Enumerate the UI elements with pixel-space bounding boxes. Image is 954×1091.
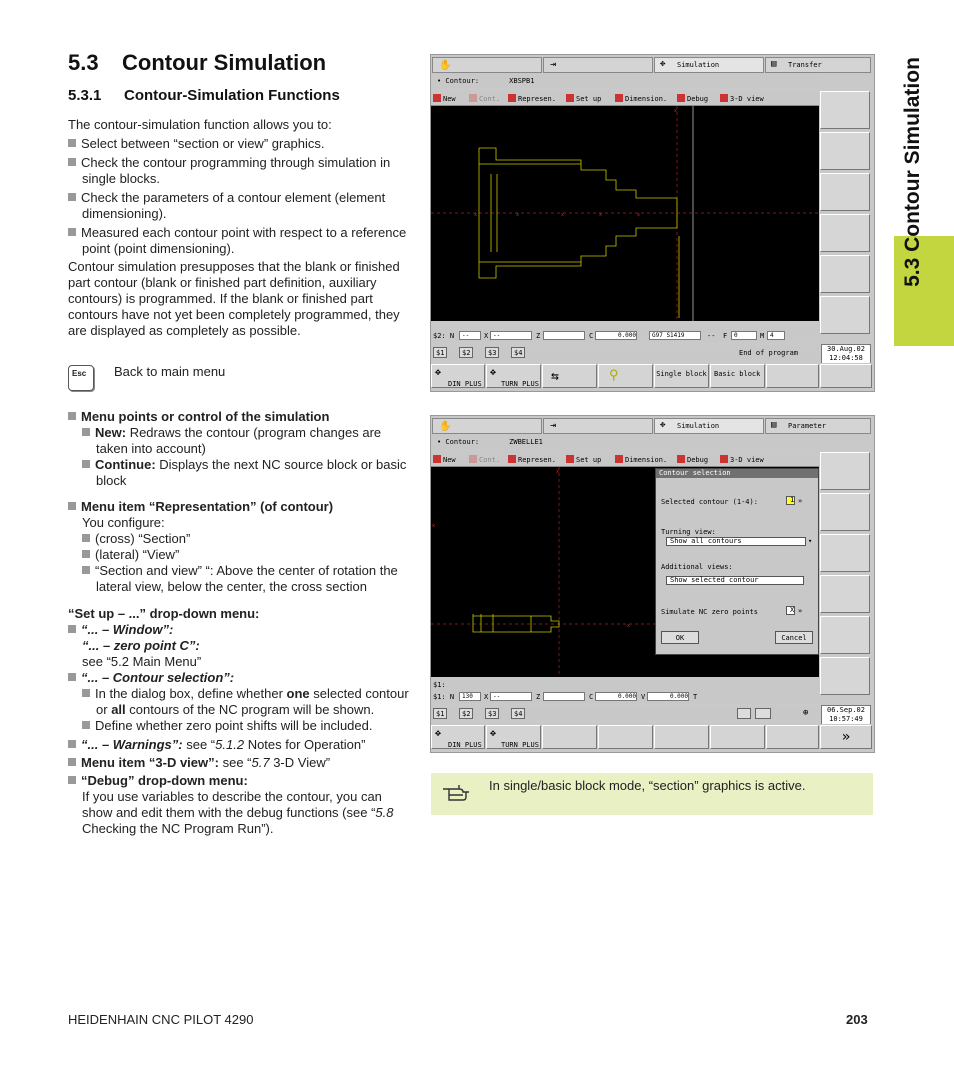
list-item: Define whether zero point shifts will be included. bbox=[68, 718, 413, 734]
slot-2[interactable]: $2 bbox=[459, 708, 473, 719]
tab-manual[interactable]: ✋ bbox=[432, 418, 542, 434]
esc-key-icon: Esc bbox=[68, 365, 94, 391]
selected-contour-input[interactable]: 1 bbox=[786, 496, 795, 505]
softkey[interactable] bbox=[820, 296, 870, 334]
tab-program[interactable]: ⇥ bbox=[543, 57, 653, 73]
m-field: 4 bbox=[767, 331, 785, 340]
svg-text:x: x bbox=[556, 469, 560, 475]
menu-representation[interactable]: Represen. bbox=[508, 455, 556, 464]
n-field: 130 bbox=[459, 692, 481, 701]
zero-point-item: “... – zero point C”: bbox=[82, 638, 200, 653]
softkey[interactable] bbox=[820, 452, 870, 490]
svg-text:x: x bbox=[516, 212, 520, 218]
bottom-softkeys bbox=[431, 724, 872, 750]
list-item: “... – Warnings”: see “5.1.2 Notes for Operation” bbox=[68, 737, 413, 753]
tab-parameter[interactable]: ▤ Parameter bbox=[765, 418, 871, 434]
x-field: -- bbox=[490, 692, 532, 701]
softkey[interactable] bbox=[820, 173, 870, 211]
list-item: (lateral) “View” bbox=[68, 547, 413, 563]
selected-contour-label: Selected contour (1-4): bbox=[661, 498, 758, 506]
simulation-canvas bbox=[431, 106, 819, 321]
tab-simulation[interactable]: ✥ Simulation bbox=[654, 418, 764, 434]
simulate-zero-checkbox[interactable]: X bbox=[786, 606, 795, 615]
v-field: 0.000 bbox=[647, 692, 689, 701]
status-line: $2: N -- X -- Z C 0.000 G97 S1419 -- F 0 M 4 bbox=[431, 329, 819, 342]
c-field: 0.000 bbox=[595, 692, 637, 701]
note-box bbox=[431, 773, 873, 815]
clock: 30.Aug.02 12:04:58 bbox=[821, 344, 871, 364]
z-field bbox=[543, 331, 585, 340]
note-text: In single/basic block mode, “section” graphics is active. bbox=[489, 778, 806, 793]
slot-2[interactable]: $2 bbox=[459, 347, 473, 358]
menu-debug[interactable]: Debug bbox=[677, 455, 708, 464]
softkey[interactable] bbox=[598, 725, 653, 749]
n-field: -- bbox=[459, 331, 481, 340]
intro-block bbox=[68, 117, 413, 339]
ok-button[interactable]: OK bbox=[661, 631, 699, 644]
additional-views-select[interactable]: Show selected contour bbox=[666, 576, 804, 585]
simulation-screenshot-1 bbox=[430, 54, 875, 392]
clock: 06.Sep.02 10:57:49 bbox=[821, 705, 871, 725]
softkey[interactable] bbox=[820, 364, 872, 388]
subsection-heading bbox=[68, 87, 340, 104]
tab-simulation[interactable]: ✥ Simulation bbox=[654, 57, 764, 73]
svg-text:x: x bbox=[637, 212, 641, 218]
sim-menu bbox=[431, 452, 819, 467]
see-main-menu: see “5.2 Main Menu” bbox=[82, 654, 202, 669]
softkey[interactable] bbox=[710, 725, 765, 749]
spin-icon[interactable]: » bbox=[798, 607, 803, 615]
additional-views-label: Additional views: bbox=[661, 563, 733, 571]
tab-bar bbox=[431, 55, 872, 75]
tab-program[interactable]: ⇥ bbox=[543, 418, 653, 434]
tab-manual[interactable]: ✋ bbox=[432, 57, 542, 73]
list-item: Check the parameters of a contour element (element dimensioning). bbox=[68, 190, 413, 222]
menu-new[interactable]: New bbox=[433, 455, 456, 464]
section-heading bbox=[68, 50, 326, 76]
setup-title: “Set up – ...” drop-down menu: bbox=[68, 606, 260, 621]
menu-3d-view[interactable]: 3-D view bbox=[720, 94, 764, 103]
contour-selection-dialog bbox=[655, 468, 819, 655]
debug-text: If you use variables to describe the contour, you can show and edit them with the debug functions (see “5.8 Checking the NC Program Run”). bbox=[82, 789, 394, 836]
softkey[interactable] bbox=[820, 575, 870, 613]
esc-description: Back to main menu bbox=[114, 364, 226, 379]
section-number: 5.3 bbox=[68, 50, 99, 75]
more-button[interactable]: » bbox=[820, 725, 872, 749]
zoom-icon[interactable]: ⚲ bbox=[598, 364, 653, 388]
slot-1[interactable]: $1 bbox=[433, 347, 447, 358]
list-item: Continue: Displays the next NC source block or basic block bbox=[68, 457, 413, 489]
repr-configure: You configure: bbox=[82, 515, 165, 530]
svg-text:x: x bbox=[432, 523, 436, 529]
contour-line: • Contour: ZWBELLE1 bbox=[431, 436, 819, 449]
sim-menu bbox=[431, 91, 819, 106]
softkey[interactable] bbox=[766, 725, 819, 749]
g-field: G97 S1419 bbox=[649, 331, 701, 340]
c-field: 0.000 bbox=[595, 331, 637, 340]
bottom-softkeys bbox=[431, 363, 872, 389]
menu-points-block bbox=[68, 409, 413, 837]
slot-bar bbox=[431, 707, 819, 720]
svg-text:x: x bbox=[674, 108, 678, 114]
din-plus-button[interactable]: ✥ DIN PLUS bbox=[431, 725, 485, 749]
menu-continue[interactable]: Cont. bbox=[469, 94, 500, 103]
softkey[interactable] bbox=[820, 534, 870, 572]
status-line-1: $1: bbox=[431, 678, 819, 691]
list-item: Measured each contour point with respect to a reference point (point dimensioning). bbox=[68, 225, 413, 257]
list-item: “... – Contour selection”: bbox=[68, 670, 413, 686]
softkey[interactable] bbox=[542, 725, 597, 749]
dropdown-icon[interactable]: ▾ bbox=[808, 537, 813, 545]
menu-3d-view[interactable]: 3-D view bbox=[720, 455, 764, 464]
list-item: “... – Window”: bbox=[68, 622, 413, 638]
tab-bar bbox=[431, 416, 872, 436]
softkey-column bbox=[820, 91, 872, 337]
list-item: Select between “section or view” graphics. bbox=[68, 136, 413, 152]
status-icon bbox=[737, 708, 751, 719]
page-number: 203 bbox=[846, 1012, 868, 1027]
repr-title: Menu item “Representation” (of contour) bbox=[68, 499, 413, 515]
slot-bar bbox=[431, 346, 819, 359]
menu-dimension[interactable]: Dimension. bbox=[615, 455, 667, 464]
list-item: “Section and view” “: Above the center of rotation the lateral view, below the center, the cross section bbox=[68, 563, 413, 595]
svg-text:x: x bbox=[561, 212, 565, 218]
single-block-button[interactable]: Single block bbox=[654, 364, 709, 388]
menu-debug[interactable]: Debug bbox=[677, 94, 708, 103]
menu-setup[interactable]: Set up bbox=[566, 94, 601, 103]
subsection-number: 5.3.1 bbox=[68, 87, 102, 104]
softkey[interactable] bbox=[820, 91, 870, 129]
softkey[interactable] bbox=[820, 493, 870, 531]
contour-line: • Contour: XBSPB1 bbox=[431, 75, 819, 88]
turn-plus-button[interactable]: ✥ TURN PLUS bbox=[486, 364, 541, 388]
list-item: Menu item “3-D view”: see “5.7 3-D View” bbox=[68, 755, 413, 771]
turning-view-select[interactable]: Show all contours bbox=[666, 537, 806, 546]
softkey[interactable] bbox=[766, 364, 819, 388]
list-item: (cross) “Section” bbox=[68, 531, 413, 547]
turn-plus-button[interactable]: ✥ TURN PLUS bbox=[486, 725, 541, 749]
svg-text:x: x bbox=[474, 212, 478, 218]
spin-icon[interactable]: » bbox=[798, 497, 803, 505]
slot-3[interactable]: $3 bbox=[485, 347, 499, 358]
status-line-2: $1: N 130 X -- Z C 0.000 V 0.000 T bbox=[431, 690, 819, 703]
pointing-hand-icon bbox=[441, 781, 471, 803]
softkey[interactable] bbox=[820, 132, 870, 170]
din-plus-button[interactable]: ✥ DIN PLUS bbox=[431, 364, 485, 388]
menu-setup[interactable]: Set up bbox=[566, 455, 601, 464]
svg-text:x: x bbox=[599, 212, 603, 218]
x-field: -- bbox=[490, 331, 532, 340]
section-title: Contour Simulation bbox=[122, 50, 327, 75]
list-item: In the dialog box, define whether one selected contour or all contours of the NC program will be shown. bbox=[68, 686, 413, 718]
menu-points-title: Menu points or control of the simulation bbox=[68, 409, 413, 425]
softkey[interactable] bbox=[820, 616, 870, 654]
spindle-icon: ⊕ bbox=[803, 708, 809, 718]
softkey-column bbox=[820, 452, 872, 698]
turning-view-label: Turning view: bbox=[661, 528, 716, 536]
basic-block-button[interactable]: Basic block bbox=[710, 364, 765, 388]
contour-drawing bbox=[431, 106, 819, 321]
tab-transfer[interactable]: ▤ Transfer bbox=[765, 57, 871, 73]
slot-4[interactable]: $4 bbox=[511, 347, 525, 358]
menu-new[interactable]: New bbox=[433, 94, 456, 103]
transfer-icon[interactable]: ⇆ bbox=[542, 364, 597, 388]
z-field bbox=[543, 692, 585, 701]
subsection-title: Contour-Simulation Functions bbox=[124, 87, 340, 104]
dialog-title: Contour selection bbox=[656, 469, 818, 478]
simulate-zero-label: Simulate NC zero points bbox=[661, 608, 758, 616]
softkey[interactable] bbox=[820, 214, 870, 252]
status-icon bbox=[755, 708, 771, 719]
prerequisite-paragraph: Contour simulation presupposes that the blank or finished part contour (blank or finished part definition, auxiliary contours) is programmed. If the blank or finished part contours have not yet been completely programmed, they are displayed as completely as possible. bbox=[68, 259, 400, 338]
svg-text:x: x bbox=[627, 623, 631, 629]
f-field: 0 bbox=[731, 331, 757, 340]
end-of-program: End of program bbox=[739, 349, 799, 357]
simulation-screenshot-2 bbox=[430, 415, 875, 753]
footer-product: HEIDENHAIN CNC PILOT 4290 bbox=[68, 1012, 254, 1027]
menu-representation[interactable]: Represen. bbox=[508, 94, 556, 103]
softkey[interactable] bbox=[654, 725, 709, 749]
softkey[interactable] bbox=[820, 255, 870, 293]
cancel-button[interactable]: Cancel bbox=[775, 631, 813, 644]
list-item: New: Redraws the contour (program changes are taken into account) bbox=[68, 425, 413, 457]
chapter-side-label: 5.3 Contour Simulation bbox=[901, 57, 924, 287]
menu-continue[interactable]: Cont. bbox=[469, 455, 500, 464]
slot-4[interactable]: $4 bbox=[511, 708, 525, 719]
softkey[interactable] bbox=[820, 657, 870, 695]
list-item: Check the contour programming through simulation in single blocks. bbox=[68, 155, 413, 187]
slot-3[interactable]: $3 bbox=[485, 708, 499, 719]
intro-text: The contour-simulation function allows you to: bbox=[68, 117, 332, 132]
slot-1[interactable]: $1 bbox=[433, 708, 447, 719]
menu-dimension[interactable]: Dimension. bbox=[615, 94, 667, 103]
list-item: “Debug” drop-down menu: bbox=[68, 773, 413, 789]
